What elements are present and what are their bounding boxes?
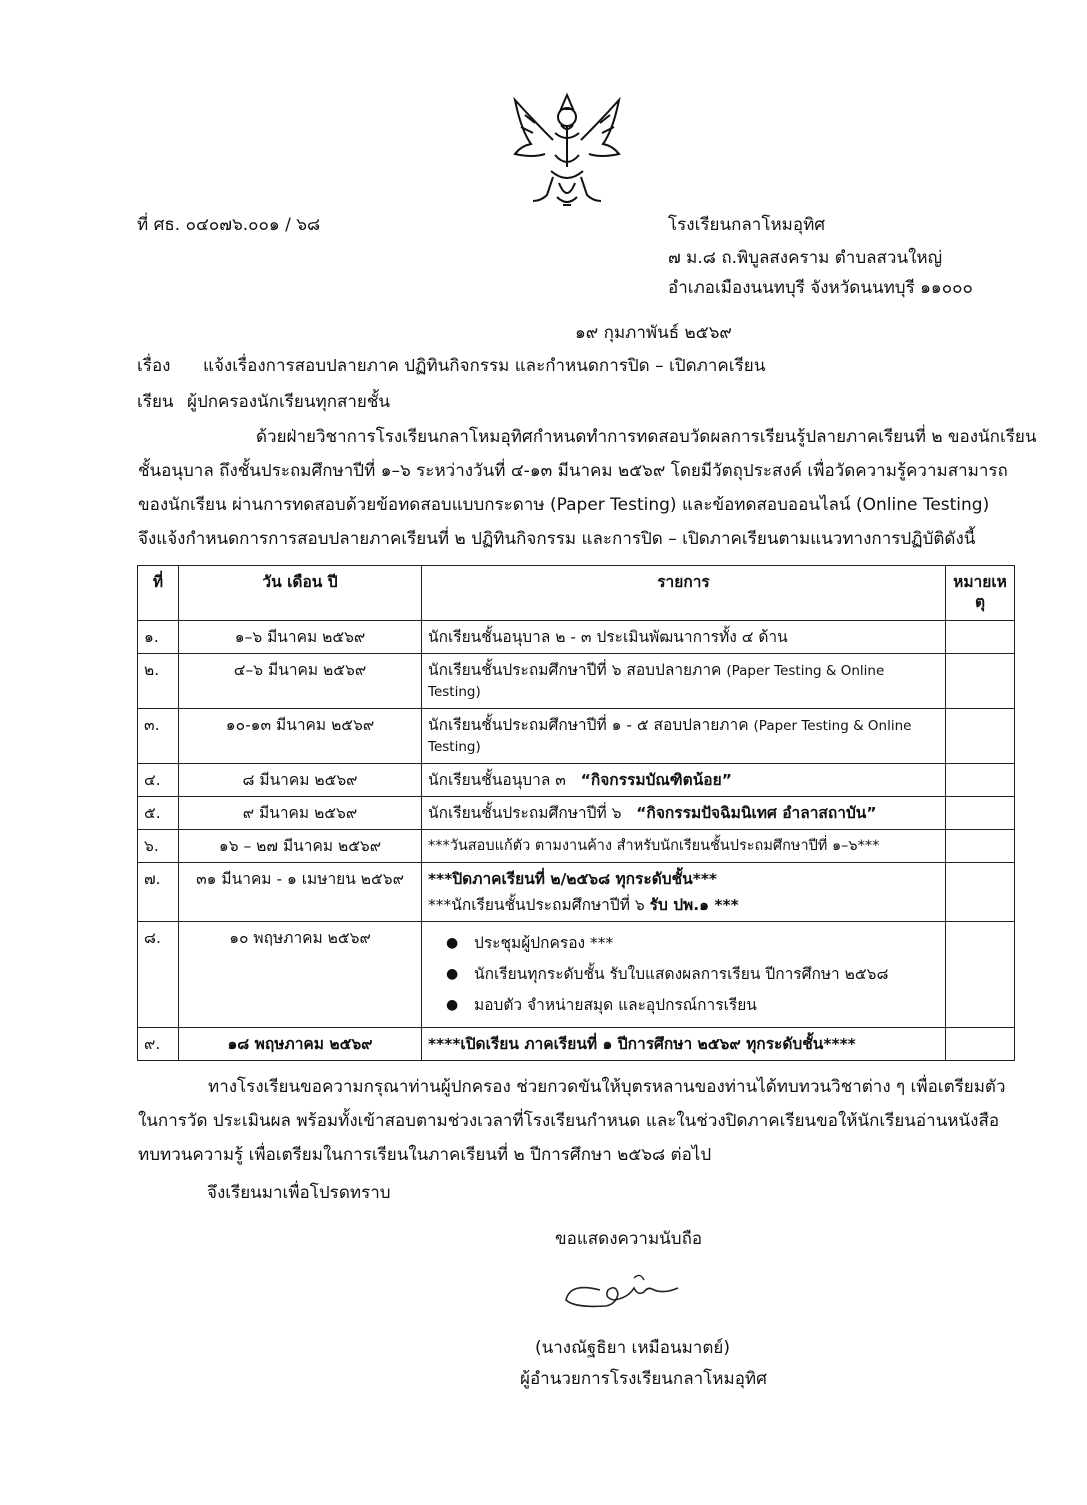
row-item	[422, 764, 946, 797]
table-row	[138, 797, 1015, 830]
row-item-line2-b: รับ ปพ.๑ ***	[649, 896, 739, 914]
row-date: ๑๘ พฤษภาคม ๒๕๖๙	[179, 1028, 422, 1061]
row-date: ๑๖ – ๒๗ มีนาคม ๒๕๖๙	[179, 830, 422, 863]
table-row	[138, 863, 1015, 922]
row-item-text: นักเรียนชั้นประถมศึกษาปีที่ ๖ สอบปลายภาค	[428, 661, 722, 679]
row-note	[946, 830, 1015, 863]
header-no: ที่	[138, 566, 179, 621]
row-note	[946, 922, 1015, 1028]
row-item-small: (Paper Testing & Online Testing)	[428, 718, 912, 755]
row-date: ๘ มีนาคม ๒๕๖๙	[179, 764, 422, 797]
header-item: รายการ	[422, 566, 946, 621]
table-row	[138, 621, 1015, 654]
letter-date: ๑๙ กุมภาพันธ์ ๒๕๖๙	[575, 323, 732, 343]
intro-line: ของนักเรียน ผ่านการทดสอบด้วยข้อทดสอบแบบกระดาษ (Paper Testing) และข้อทดสอบออนไลน์ (Online Testing)	[138, 495, 990, 515]
row-date: ๙ มีนาคม ๒๕๖๙	[179, 797, 422, 830]
row-note	[946, 863, 1015, 922]
row-item-bold: “กิจกรรมปัจฉิมนิเทศ อำลาสถาบัน”	[636, 804, 877, 822]
closing-line: ทางโรงเรียนขอความกรุณาท่านผู้ปกครอง ช่วยกวดขันให้บุตรหลานของท่านได้ทบทวนวิชาต่าง ๆ เพื่อเตรียมตัว	[208, 1077, 1006, 1097]
row-no: ๖.	[138, 830, 179, 863]
row-note	[946, 621, 1015, 654]
intro-line: ด้วยฝ่ายวิชาการโรงเรียนกลาโหมอุทิศกำหนดทำการทดสอบวัดผลการเรียนรู้ปลายภาคเรียนที่ ๒ ของนักเรียน	[256, 427, 1037, 447]
row-no: ๓.	[138, 709, 179, 764]
row-no: ๕.	[138, 797, 179, 830]
row-no: ๒.	[138, 654, 179, 709]
subject-label: เรื่อง	[137, 356, 171, 376]
row-item	[422, 654, 946, 709]
closing-paragraph	[138, 1070, 1018, 1172]
list-item: ● นักเรียนทุกระดับชั้น รับใบแสดงผลการเรียน ปีการศึกษา ๒๕๖๘	[446, 959, 939, 990]
row-note	[946, 1028, 1015, 1061]
row-item	[422, 863, 946, 922]
garuda-emblem-icon	[505, 85, 630, 215]
row-item-text: นักเรียนชั้นอนุบาล ๓	[428, 771, 566, 789]
row-date: ๓๑ มีนาคม - ๑ เมษายน ๒๕๖๙	[179, 863, 422, 922]
intro-line: ชั้นอนุบาล ถึงชั้นประถมศึกษาปีที่ ๑–๖ ระหว่างวันที่ ๔-๑๓ มีนาคม ๒๕๖๙ โดยมีวัตถุประสงค์ เพื่อวัดความรู้ความสามารถ	[138, 461, 1008, 481]
table-row	[138, 654, 1015, 709]
header-note: หมายเหตุ	[946, 566, 1015, 621]
signatory-title: ผู้อำนวยการโรงเรียนกลาโหมอุทิศ	[520, 1369, 767, 1389]
row-note	[946, 654, 1015, 709]
sign-off: จึงเรียนมาเพื่อโปรดทราบ	[207, 1183, 391, 1203]
row-note	[946, 764, 1015, 797]
signature-icon	[560, 1270, 700, 1320]
row-date: ๑๐-๑๓ มีนาคม ๒๕๖๙	[179, 709, 422, 764]
school-name: โรงเรียนกลาโหมอุทิศ	[668, 215, 826, 235]
closing-line: ในการวัด ประเมินผล พร้อมทั้งเข้าสอบตามช่วงเวลาที่โรงเรียนกำหนด และในช่วงปิดภาคเรียนขอให้นักเรียนอ่านหนังสือ	[138, 1111, 1000, 1131]
table-row	[138, 709, 1015, 764]
schedule-table	[137, 565, 1015, 1061]
row-item-text: นักเรียนชั้นประถมศึกษาปีที่ ๑ - ๕ สอบปลายภาค	[428, 716, 749, 734]
school-address-line1: ๗ ม.๘ ถ.พิบูลสงคราม ตำบลสวนใหญ่	[668, 248, 943, 268]
list-item: ● มอบตัว จำหน่ายสมุด และอุปกรณ์การเรียน	[446, 990, 939, 1021]
row-item-text: นักเรียนชั้นประถมศึกษาปีที่ ๖	[428, 804, 622, 822]
table-row	[138, 830, 1015, 863]
table-row	[138, 764, 1015, 797]
row-item-small: (Paper Testing & Online Testing)	[428, 663, 885, 700]
row-bullet-list	[428, 928, 939, 1021]
row-no: ๗.	[138, 863, 179, 922]
recipient-label: เรียน	[137, 392, 174, 412]
row-no: ๑.	[138, 621, 179, 654]
row-item-bold: “กิจกรรมบัณฑิตน้อย”	[580, 771, 732, 789]
row-item-line2	[428, 895, 939, 915]
row-no: ๙.	[138, 1028, 179, 1061]
row-note	[946, 709, 1015, 764]
intro-line: จึงแจ้งกำหนดการการสอบปลายภาคเรียนที่ ๒ ปฏิทินกิจกรรม และการปิด – เปิดภาคเรียนตามแนวทางการปฏิบัติดังนี้	[138, 529, 976, 549]
row-item	[422, 922, 946, 1028]
row-no: ๘.	[138, 922, 179, 1028]
row-item	[422, 709, 946, 764]
table-row	[138, 922, 1015, 1028]
header-date: วัน เดือน ปี	[179, 566, 422, 621]
list-item: ● ประชุมผู้ปกครอง ***	[446, 928, 939, 959]
row-item-line1: ***ปิดภาคเรียนที่ ๒/๒๕๖๘ ทุกระดับชั้น***	[428, 870, 718, 888]
row-item-line2-a: ***นักเรียนชั้นประถมศึกษาปีที่ ๖	[428, 896, 645, 914]
row-no: ๔.	[138, 764, 179, 797]
row-item: ***วันสอบแก้ตัว ตามงานค้าง สำหรับนักเรียนชั้นประถมศึกษาปีที่ ๑–๖***	[422, 830, 946, 863]
row-item: นักเรียนชั้นอนุบาล ๒ - ๓ ประเมินพัฒนาการทั้ง ๔ ด้าน	[422, 621, 946, 654]
row-date: ๑–๖ มีนาคม ๒๕๖๙	[179, 621, 422, 654]
table-row	[138, 1028, 1015, 1061]
row-item: ****เปิดเรียน ภาคเรียนที่ ๑ ปีการศึกษา ๒๕๖๙ ทุกระดับชั้น****	[422, 1028, 946, 1061]
row-date: ๔–๖ มีนาคม ๒๕๖๙	[179, 654, 422, 709]
signatory-name: (นางณัฐธิยา เหมือนมาตย์)	[535, 1338, 730, 1358]
row-note	[946, 797, 1015, 830]
recipient-text: ผู้ปกครองนักเรียนทุกสายชั้น	[187, 392, 391, 412]
school-address-line2: อำเภอเมืองนนทบุรี จังหวัดนนทบุรี ๑๑๐๐๐	[668, 278, 973, 298]
table-header-row	[138, 566, 1015, 621]
regards: ขอแสดงความนับถือ	[555, 1229, 703, 1249]
closing-line: ทบทวนความรู้ เพื่อเตรียมในการเรียนในภาคเรียนที่ ๒ ปีการศึกษา ๒๕๖๘ ต่อไป	[138, 1145, 712, 1165]
intro-paragraph	[138, 420, 1037, 556]
reference-number: ที่ ศธ. ๐๔๐๗๖.๐๐๑ / ๖๘	[137, 215, 321, 235]
row-date: ๑๐ พฤษภาคม ๒๕๖๙	[179, 922, 422, 1028]
subject-text: แจ้งเรื่องการสอบปลายภาค ปฏิทินกิจกรรม และกำหนดการปิด – เปิดภาคเรียน	[203, 356, 766, 376]
row-item	[422, 797, 946, 830]
